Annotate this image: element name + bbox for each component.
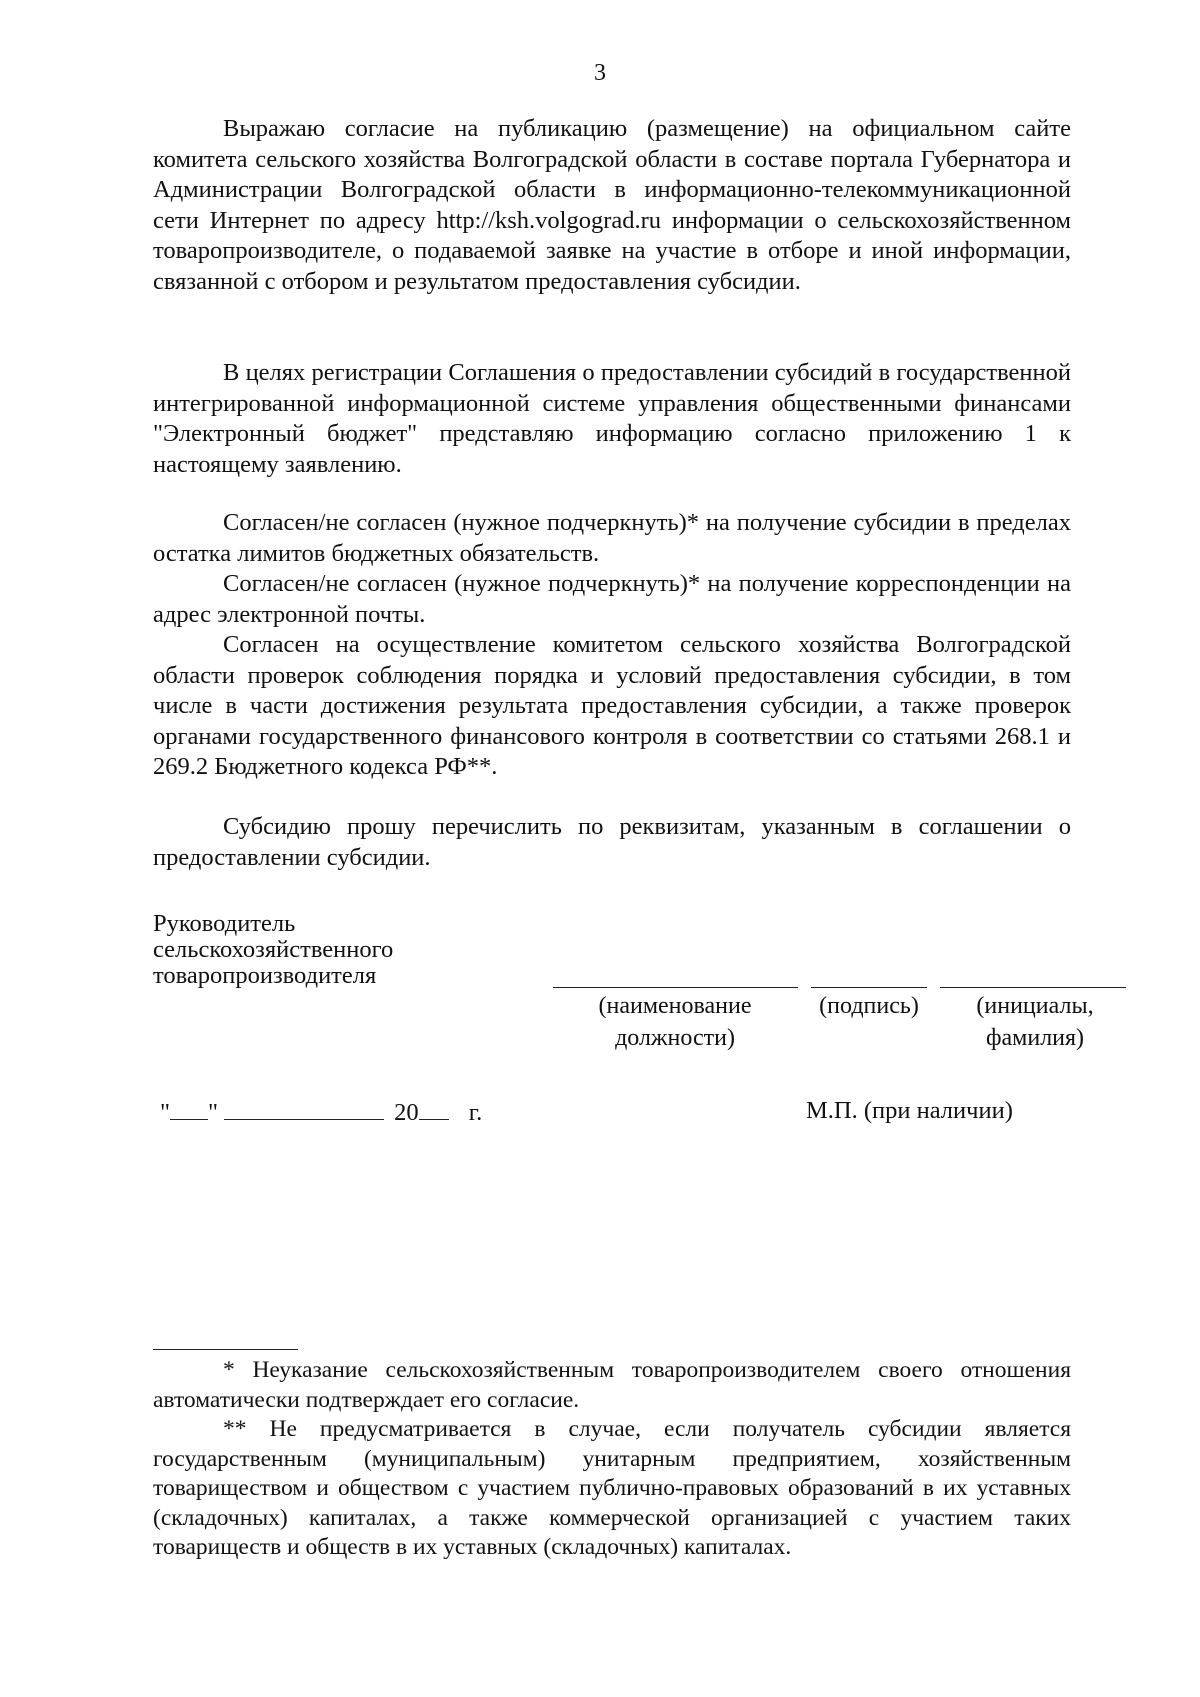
position-caption (565, 990, 785, 1054)
signature-caption-line: (подпись) (819, 993, 919, 1019)
date-close-quote: " (208, 1099, 219, 1126)
month-blank (224, 1097, 384, 1120)
year-prefix: 20 (394, 1099, 419, 1126)
paragraph-registration: В целях регистрации Соглашения о предоставлении субсидий в государственной интегрированной информационной системе управления общественными финансами "Электронный бюджет" представляю информацию согласно приложению 1 к настоящему заявлению. (153, 359, 1071, 478)
paragraph-transfer-request: Субсидию прошу перечислить по реквизитам, указанным в соглашении о предоставлении субсидии. (153, 813, 1071, 871)
position-caption-line: должности) (615, 1025, 735, 1051)
date-line (160, 1097, 482, 1127)
paragraph-inspection-consent: Согласен на осуществление комитетом сельского хозяйства Волгоградской области проверок соблюдения порядка и условий предоставления субсидии, в том числе в части достижения результата предоставления субсидии, а также проверок органами государственного финансового контроля в соответствии со статьями 268.1 и 269.2 Бюджетного кодекса РФ**. (153, 631, 1071, 780)
page-number: 3 (594, 60, 606, 86)
signatory-role (153, 911, 393, 989)
position-caption-line: (наименование (598, 993, 752, 1019)
paragraph-limits-consent: Согласен/не согласен (нужное подчеркнуть)* на получение субсидии в пределах остатка лимитов бюджетных обязательств. (153, 509, 1071, 567)
day-blank (170, 1097, 208, 1120)
footnote-divider (153, 1349, 298, 1350)
name-signature-line (940, 987, 1126, 988)
footnote-1: * Неуказание сельскохозяйственным товаропроизводителем своего отношения автоматически подтверждает его согласие. (153, 1357, 1071, 1413)
signature-caption (806, 990, 932, 1022)
position-signature-line (553, 987, 798, 988)
signatory-role-line: сельскохозяйственного (153, 936, 394, 963)
signatory-role-line: товаропроизводителя (153, 962, 377, 989)
signature-line (811, 987, 927, 988)
name-caption-line: (инициалы, (976, 993, 1094, 1019)
signatory-role-line: Руководитель (153, 910, 296, 937)
paragraph-publication-consent: Выражаю согласие на публикацию (размещение) на официальном сайте комитета сельского хозяйства Волгоградской области в составе портала Губернатора и Администрации Волгоградской области в информационно-телекоммуникационной сети Интернет по адресу http://ksh.volgograd.ru информации о сельскохозяйственном товаропроизводителе, о подаваемой заявке на участие в отборе и иной информации, связанной с отбором и результатом предоставления субсидии. (153, 115, 1071, 295)
name-caption (950, 990, 1120, 1054)
footnote-2: ** Не предусматривается в случае, если получатель субсидии является государственным (муниципальным) унитарным предприятием, хозяйственным товариществом и обществом с участием публично-правовых образований в их уставных (складочных) капиталах, а также коммерческой организацией с участием таких товариществ и обществ в их уставных (складочных) капиталах. (153, 1416, 1071, 1560)
year-suffix: г. (468, 1099, 483, 1126)
paragraph-email-consent: Согласен/не согласен (нужное подчеркнуть)* на получение корреспонденции на адрес электронной почты. (153, 570, 1071, 628)
date-open-quote: " (160, 1099, 171, 1126)
year-blank (419, 1097, 449, 1120)
name-caption-line: фамилия) (985, 1025, 1085, 1051)
stamp-placeholder: М.П. (при наличии) (806, 1097, 1013, 1124)
